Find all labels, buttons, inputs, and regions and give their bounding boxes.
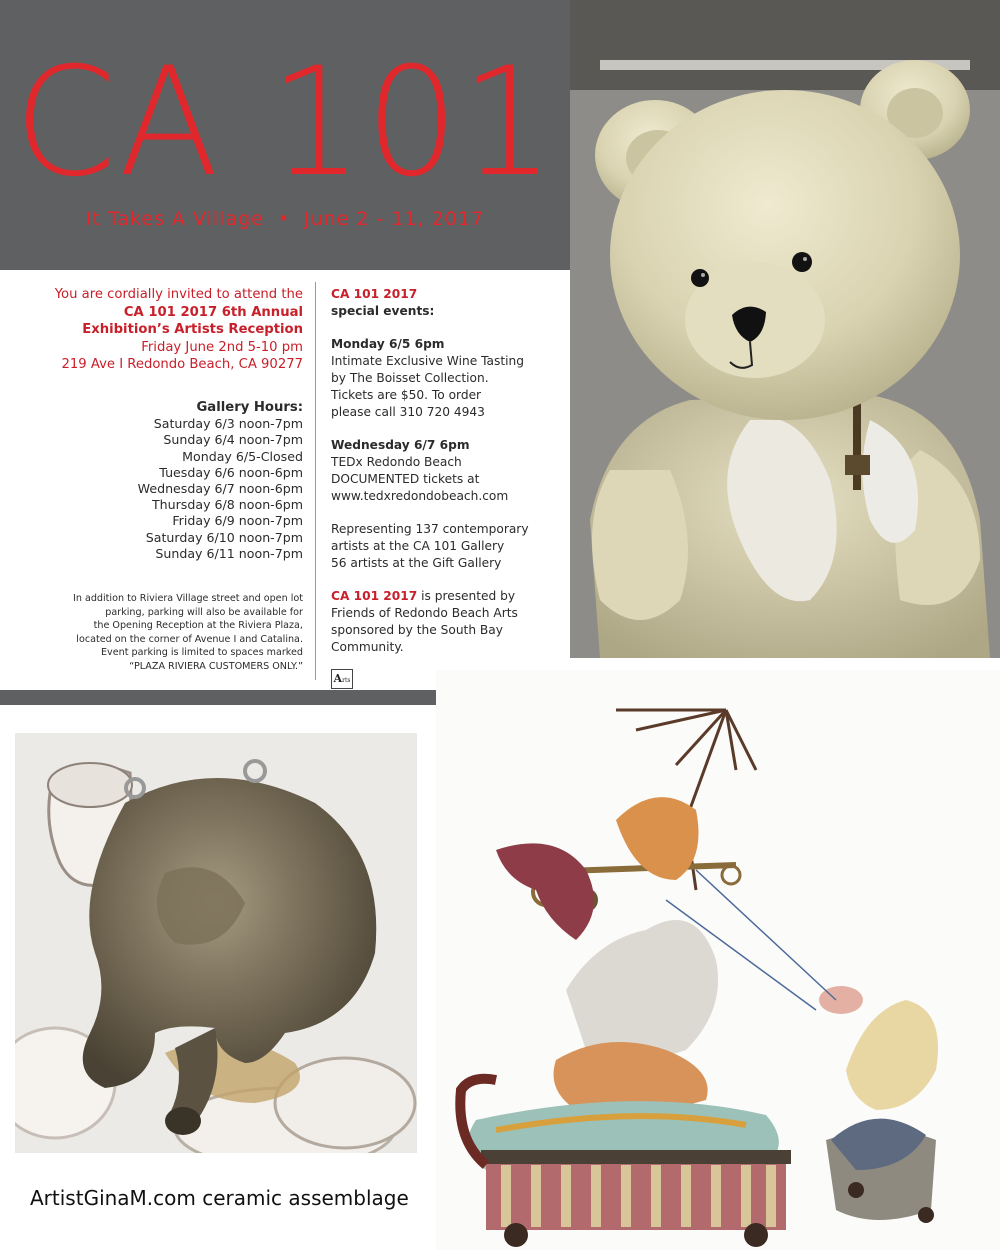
presented-line: Community.: [331, 640, 404, 654]
subtitle-tagline: It Takes A Village: [85, 208, 264, 230]
elephant-illustration: [15, 733, 417, 1153]
parking-info: [30, 592, 303, 674]
cart-sculpture-illustration: [436, 670, 1000, 1250]
parking-line: the Opening Reception at the Riviera Plaza,: [93, 620, 303, 632]
hours-item: Saturday 6/10 noon-7pm: [145, 529, 303, 545]
parking-line: “PLAZA RIVIERA CUSTOMERS ONLY.”: [129, 660, 303, 672]
arts-logo: [331, 669, 353, 689]
event-title: Wednesday 6/7 6pm: [331, 438, 470, 452]
photo-caption: ArtistGinaM.com ceramic assemblage: [30, 1186, 409, 1210]
page-title: CA 101: [13, 36, 557, 210]
invitation-address: 219 Ave I Redondo Beach, CA 90277: [61, 357, 303, 373]
parking-line: Event parking is limited to spaces marked: [101, 647, 303, 659]
event-line: Intimate Exclusive Wine Tasting: [331, 354, 524, 368]
gallery-hours-heading: Gallery Hours:: [196, 400, 303, 415]
event-title: Monday 6/5 6pm: [331, 337, 445, 351]
elephant-teacup-photo: [15, 733, 417, 1153]
presented-line: Friends of Redondo Beach Arts: [331, 606, 518, 620]
event-line: by The Boisset Collection.: [331, 371, 489, 385]
hours-item: Tuesday 6/6 noon-6pm: [159, 464, 303, 480]
teddy-bear-illustration: [570, 0, 1000, 658]
hours-item: Sunday 6/11 noon-7pm: [155, 545, 303, 561]
event-line: please call 310 720 4943: [331, 405, 485, 419]
invitation-line-bold: CA 101 2017 6th Annual: [123, 304, 303, 320]
arts-logo-letter: A: [333, 672, 343, 685]
invitation-line: Friday June 2nd 5-10 pm: [141, 339, 303, 355]
hours-item: Sunday 6/4 noon-7pm: [163, 432, 303, 448]
pig-cart-photo: [436, 670, 1000, 1250]
events-heading: CA 101 2017: [331, 287, 418, 301]
event-line: Tickets are $50. To order: [331, 388, 482, 402]
invitation-text: [20, 286, 303, 374]
subtitle-separator: •: [277, 208, 291, 230]
column-divider: [315, 282, 316, 680]
represent-line: Representing 137 contemporary: [331, 522, 529, 536]
special-events: [331, 286, 563, 672]
event-link[interactable]: www.tedxredondobeach.com: [331, 489, 509, 503]
parking-line: parking, parking will also be available for: [105, 606, 303, 618]
subtitle-dates: June 2 - 11, 2017: [304, 208, 485, 230]
event-line: TEDx Redondo Beach: [331, 455, 462, 469]
invitation-line: You are cordially invited to attend the: [54, 287, 303, 302]
subtitle: [0, 208, 570, 230]
hours-item: Monday 6/5-Closed: [182, 448, 303, 464]
hours-item: Saturday 6/3 noon-7pm: [153, 416, 303, 432]
events-subheading: special events:: [331, 304, 435, 318]
represent-line: artists at the CA 101 Gallery: [331, 539, 505, 553]
teddy-bear-photo: [570, 0, 1000, 658]
hours-item: Wednesday 6/7 noon-6pm: [137, 481, 303, 497]
parking-line: located on the corner of Avenue I and Catalina.: [76, 633, 303, 645]
represent-line: 56 artists at the Gift Gallery: [331, 556, 502, 570]
presented-bold: CA 101 2017: [331, 589, 418, 603]
gallery-hours: [40, 400, 303, 562]
parking-line: In addition to Riviera Village street and open lot: [72, 593, 303, 604]
presented-line: sponsored by the South Bay: [331, 623, 503, 637]
arts-logo-small: rts: [342, 677, 351, 684]
event-line: DOCUMENTED tickets at: [331, 472, 480, 486]
invitation-line-bold: Exhibition’s Artists Reception: [82, 322, 303, 338]
presented-text: is presented by: [417, 589, 516, 603]
hours-item: Friday 6/9 noon-7pm: [172, 513, 303, 529]
hours-item: Thursday 6/8 noon-6pm: [151, 497, 303, 513]
